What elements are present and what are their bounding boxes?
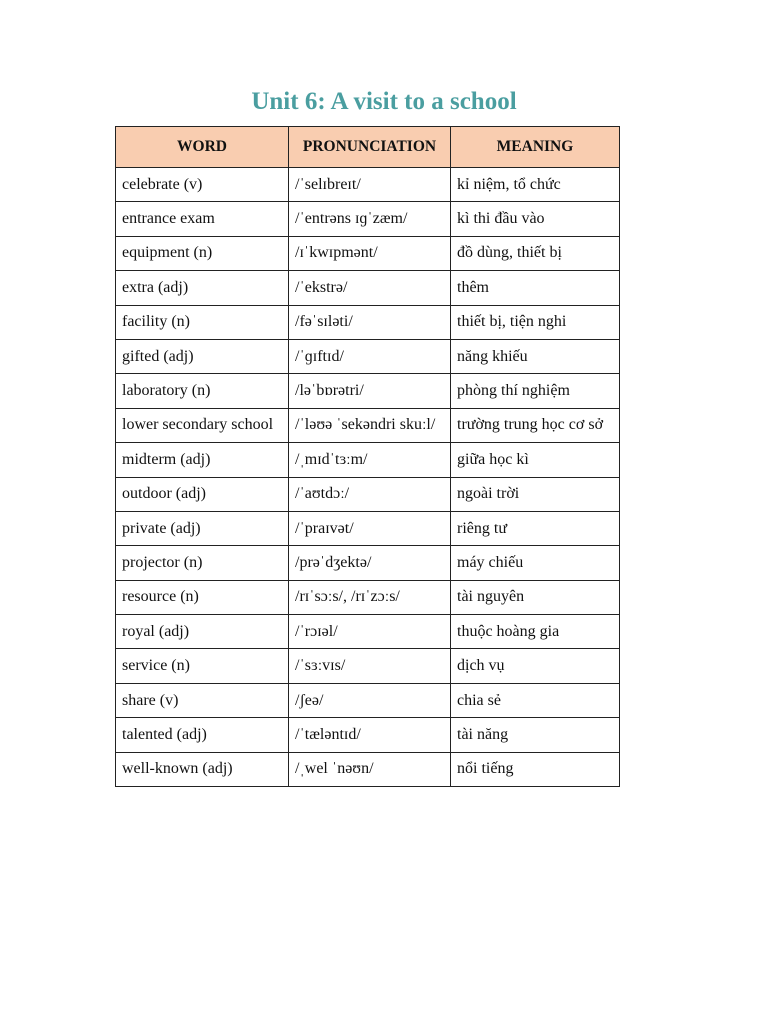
meaning-cell: riêng tư [451,511,620,545]
pronunciation-cell: /ˈekstrə/ [289,271,451,305]
table-row [116,305,620,339]
word-cell: resource (n) [116,580,289,614]
word-cell: equipment (n) [116,236,289,270]
pronunciation-cell: /ˌwel ˈnəʊn/ [289,752,451,786]
table-row [116,580,620,614]
pronunciation-cell: /ˈtæləntɪd/ [289,718,451,752]
word-cell: well-known (adj) [116,752,289,786]
pronunciation-cell: /ʃeə/ [289,683,451,717]
table-row [116,271,620,305]
meaning-cell: thuộc hoàng gia [451,615,620,649]
meaning-cell: đồ dùng, thiết bị [451,236,620,270]
pronunciation-cell: /ˈentrəns ɪɡˈzæm/ [289,202,451,236]
header-word: WORD [116,127,289,168]
pronunciation-cell: /rɪˈsɔːs/, /rɪˈzɔːs/ [289,580,451,614]
word-cell: outdoor (adj) [116,477,289,511]
pronunciation-cell: /prəˈdʒektə/ [289,546,451,580]
meaning-cell: kì thi đầu vào [451,202,620,236]
word-cell: facility (n) [116,305,289,339]
meaning-cell: máy chiếu [451,546,620,580]
table-row [116,408,620,442]
table-row [116,752,620,786]
table-row [116,339,620,373]
pronunciation-cell: /ˈsɜːvɪs/ [289,649,451,683]
word-cell: gifted (adj) [116,339,289,373]
meaning-cell: kỉ niệm, tổ chức [451,168,620,202]
word-cell: private (adj) [116,511,289,545]
pronunciation-cell: /ˈrɔɪəl/ [289,615,451,649]
vocabulary-table [115,126,620,787]
pronunciation-cell: /ˈɡɪftɪd/ [289,339,451,373]
table-row [116,718,620,752]
pronunciation-cell: /ɪˈkwɪpmənt/ [289,236,451,270]
meaning-cell: tài nguyên [451,580,620,614]
word-cell: laboratory (n) [116,374,289,408]
table-row [116,202,620,236]
meaning-cell: năng khiếu [451,339,620,373]
meaning-cell: trường trung học cơ sở [451,408,620,442]
table-header-row [116,127,620,168]
meaning-cell: thêm [451,271,620,305]
pronunciation-cell: /ˌmɪdˈtɜːm/ [289,443,451,477]
table-row [116,546,620,580]
word-cell: extra (adj) [116,271,289,305]
table-row [116,511,620,545]
word-cell: celebrate (v) [116,168,289,202]
table-row [116,374,620,408]
pronunciation-cell: /ˈləʊə ˈsekəndri skuːl/ [289,408,451,442]
pronunciation-cell: /ˈaʊtdɔː/ [289,477,451,511]
table-row [116,443,620,477]
table-row [116,649,620,683]
meaning-cell: nổi tiếng [451,752,620,786]
table-row [116,615,620,649]
pronunciation-cell: /ˈselɪbreɪt/ [289,168,451,202]
word-cell: lower secondary school [116,408,289,442]
meaning-cell: tài năng [451,718,620,752]
page-title: Unit 6: A visit to a school [251,88,517,115]
meaning-cell: dịch vụ [451,649,620,683]
meaning-cell: phòng thí nghiệm [451,374,620,408]
meaning-cell: chia sẻ [451,683,620,717]
word-cell: midterm (adj) [116,443,289,477]
table-row [116,236,620,270]
word-cell: share (v) [116,683,289,717]
meaning-cell: thiết bị, tiện nghi [451,305,620,339]
word-cell: talented (adj) [116,718,289,752]
header-pronunciation: PRONUNCIATION [289,127,451,168]
meaning-cell: ngoài trời [451,477,620,511]
table-row [116,683,620,717]
pronunciation-cell: /ˈpraɪvət/ [289,511,451,545]
word-cell: service (n) [116,649,289,683]
pronunciation-cell: /fəˈsɪləti/ [289,305,451,339]
pronunciation-cell: /ləˈbɒrətri/ [289,374,451,408]
table-row [116,477,620,511]
word-cell: royal (adj) [116,615,289,649]
word-cell: entrance exam [116,202,289,236]
table-row [116,168,620,202]
header-meaning: MEANING [451,127,620,168]
meaning-cell: giữa học kì [451,443,620,477]
word-cell: projector (n) [116,546,289,580]
